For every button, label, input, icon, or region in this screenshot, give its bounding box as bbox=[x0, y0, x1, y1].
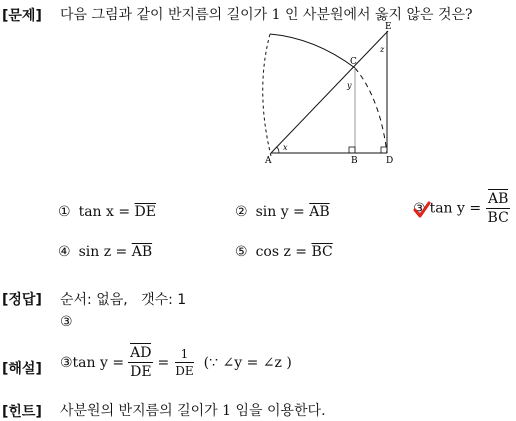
choice-5[interactable] bbox=[235, 244, 333, 260]
label-b: B bbox=[351, 156, 358, 165]
explanation-fraction-2 bbox=[173, 348, 195, 377]
explanation-prefix: ③tan y = bbox=[60, 354, 125, 371]
explanation-reason: (∵ ∠y = ∠z ) bbox=[203, 354, 292, 371]
choice-1-lhs: tan x = bbox=[78, 204, 131, 220]
choice-2-num: ② bbox=[235, 204, 248, 220]
question-tag: [문제] bbox=[2, 8, 42, 24]
hint-tag: [힌트] bbox=[2, 404, 42, 420]
choice-4-rhs: $\overline{AB}$ bbox=[131, 244, 153, 260]
answer-line1: 순서: 없음, 갯수: 1 bbox=[60, 292, 187, 308]
choice-3-lhs: tan y = bbox=[429, 200, 482, 217]
hint-text: 사분원의 반지름의 길이가 1 임을 이용한다. bbox=[60, 403, 326, 419]
quarter-circle-figure bbox=[255, 20, 405, 165]
choice-3-denominator: BC bbox=[487, 210, 509, 226]
choice-4-num: ④ bbox=[58, 244, 71, 260]
question-text: 다음 그림과 같이 반지름의 길이가 1 인 사분원에서 옳지 않은 것은? bbox=[60, 7, 473, 23]
label-angle-z: z bbox=[380, 45, 385, 54]
choice-2-lhs: sin y = bbox=[255, 204, 305, 220]
answer-tag: [정답] bbox=[2, 292, 42, 308]
choice-3-fraction bbox=[486, 192, 511, 225]
explanation-f1-num: AD bbox=[130, 345, 152, 361]
choice-4[interactable] bbox=[58, 244, 152, 260]
choice-2[interactable] bbox=[235, 204, 330, 220]
label-angle-x: x bbox=[283, 143, 288, 152]
explanation-f2-den: DE bbox=[175, 364, 194, 378]
dashed-arc bbox=[263, 34, 271, 156]
choice-5-num: ⑤ bbox=[235, 244, 248, 260]
explanation-f2-num: 1 bbox=[180, 347, 189, 361]
choice-4-lhs: sin z = bbox=[78, 244, 128, 260]
label-a: A bbox=[265, 156, 272, 165]
choice-3-num-wrap bbox=[413, 201, 426, 217]
arc-right bbox=[355, 68, 387, 153]
answer-line2: ③ bbox=[60, 314, 73, 330]
label-c: C bbox=[350, 57, 357, 67]
choice-3-num: ③ bbox=[413, 200, 426, 217]
choice-1-num: ① bbox=[58, 204, 71, 220]
arc-top bbox=[270, 34, 355, 68]
right-angle-b bbox=[349, 147, 355, 153]
check-icon bbox=[413, 201, 431, 219]
choice-3[interactable] bbox=[413, 192, 511, 225]
choice-1-rhs: $\overline{DE}$ bbox=[134, 204, 156, 220]
explanation-tag: [해설] bbox=[2, 361, 42, 377]
explanation-formula bbox=[60, 346, 292, 379]
explanation-fraction-1 bbox=[128, 346, 153, 379]
right-angle-d bbox=[381, 147, 387, 153]
choice-1[interactable] bbox=[58, 204, 156, 220]
explanation-f1-den: DE bbox=[130, 364, 152, 380]
label-angle-y: y bbox=[347, 81, 352, 90]
choice-2-rhs: $\overline{AB}$ bbox=[309, 204, 330, 220]
choice-5-lhs: cos z = bbox=[255, 244, 308, 260]
explanation-eq: = bbox=[157, 354, 170, 371]
label-e: E bbox=[385, 22, 392, 32]
choice-5-rhs: $\overline{BC}$ bbox=[311, 244, 333, 260]
choice-3-numerator: AB bbox=[487, 191, 509, 207]
label-d: D bbox=[386, 156, 394, 165]
